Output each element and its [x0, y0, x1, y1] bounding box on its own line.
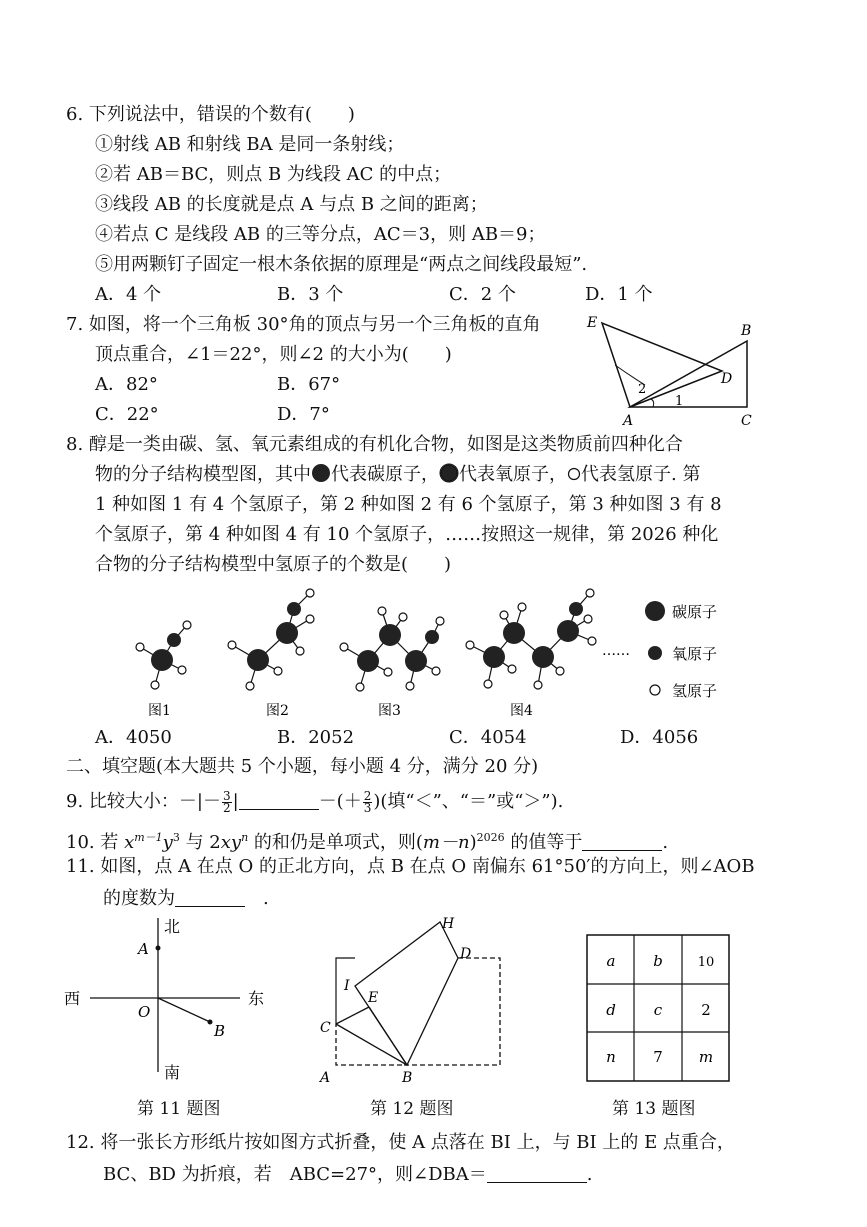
fig-caption-4: 图4 [510, 703, 533, 719]
q6-option-d: D．1 个 [585, 284, 653, 305]
q9-mid: | [232, 791, 239, 812]
legend-hydrogen: 氢原子 [672, 682, 718, 700]
cell-r2-c2: c [653, 1001, 663, 1019]
q8-line-2-part-3: 代表氧原子， [459, 464, 567, 485]
label-west: 西 [64, 989, 81, 1008]
q10-answer-blank[interactable] [582, 832, 662, 851]
cell-r1-c2: b [653, 952, 663, 970]
q8-line-2-part-1: 物的分子结构模型图，其中 [95, 464, 311, 485]
q6-stem: 6. 下列说法中，错误的个数有( ) [66, 104, 355, 125]
q8-option-c: C．4054 [449, 727, 527, 748]
q6-item-4: ④若点 C 是线段 AB 的三等分点，AC＝3，则 AB＝9； [95, 224, 546, 245]
q10-post-3: 的值等于 [504, 832, 583, 853]
q6-option-b: B．3 个 [277, 284, 344, 305]
q10-exp-1: m－1 [134, 831, 163, 844]
label-i: I [344, 978, 350, 994]
molecule-ellipsis: …… [602, 643, 630, 659]
label-c: C [741, 413, 752, 429]
section-2-heading: 二、填空题(本大题共 5 个小题，每小题 4 分，满分 20 分) [66, 756, 539, 777]
q7-triangle-figure [585, 313, 760, 433]
label-h: H [442, 916, 455, 932]
q12-line-1: 12. 将一张长方形纸片按如图方式折叠，使 A 点落在 BI 上，与 BI 上的 E 点重合， [66, 1132, 735, 1153]
q9-fraction-1 [222, 788, 232, 815]
label-e: E [368, 990, 379, 1006]
legend-oxygen: 氧原子 [672, 645, 718, 663]
q8-option-b: B．2052 [277, 727, 355, 748]
label-d: D [460, 946, 472, 962]
label-a: A [320, 1070, 331, 1086]
q8-line-2-part-2: 代表碳原子， [331, 464, 439, 485]
q11-line-2-text: 的度数为 [103, 888, 175, 909]
label-angle-1: 1 [675, 394, 684, 409]
q11-line-1: 11. 如图，点 A 在点 O 的正北方向，点 B 在点 O 南偏东 61°50′的方向上，则∠AOB [66, 856, 755, 877]
q8-option-d: D．4056 [620, 727, 699, 748]
q9-line [66, 790, 563, 814]
caption-fig-11: 第 11 题图 [137, 1099, 221, 1119]
q9-pre: 9. 比较大小：－|－ [66, 791, 221, 812]
cell-r2-c1: d [606, 1001, 616, 1019]
fig-caption-2: 图2 [266, 703, 289, 719]
legend-carbon: 碳原子 [672, 603, 718, 621]
q9-answer-blank[interactable] [239, 791, 319, 810]
q7-option-a: A．82° [95, 374, 158, 395]
q6-item-2: ②若 AB＝BC，则点 B 为线段 AC 的中点； [95, 164, 452, 185]
q8-line-5: 合物的分子结构模型中氢原子的个数是( ) [95, 554, 452, 575]
q8-molecule-figure [120, 585, 740, 725]
caption-fig-12: 第 12 题图 [370, 1099, 454, 1119]
fig13-grid [586, 934, 732, 1084]
q6-option-a: A．4 个 [95, 284, 162, 305]
q11-answer-blank[interactable] [175, 888, 245, 907]
q8-line-4: 个氢原子，第 4 种如图 4 有 10 个氢原子，……按照这一规律，第 2026 种化 [95, 524, 719, 545]
oxygen-atom-icon [439, 463, 459, 483]
q8-line-3: 1 种如图 1 有 4 个氢原子，第 2 种如图 2 有 6 个氢原子，第 3 种如图 3 有 8 [95, 494, 722, 515]
q9-fraction-2 [363, 788, 373, 815]
q6-option-c: C．2 个 [449, 284, 516, 305]
q9-post: )(填“＜”、“＝”或“＞”). [373, 791, 564, 812]
q8-line-2 [95, 463, 700, 487]
angle-arc-1 [651, 399, 654, 407]
q10-mn: m－n [422, 832, 470, 853]
label-d: D [721, 371, 733, 387]
q7-option-d: D．7° [277, 404, 330, 425]
label-north: 北 [164, 917, 181, 936]
q10-mid: 与 2 [179, 832, 221, 853]
q10-exp-4: 2026 [476, 831, 505, 844]
q10-line [66, 826, 668, 855]
q10-pre: 10. 若 [66, 832, 125, 853]
q7-option-c: C．22° [95, 404, 159, 425]
q6-item-3: ③线段 AB 的长度就是点 A 与点 B 之间的距离； [95, 194, 488, 215]
cell-r3-c2: 7 [653, 1048, 663, 1066]
label-angle-2: 2 [638, 382, 647, 397]
cell-r1-c1: a [606, 952, 616, 970]
cell-r3-c1: n [606, 1048, 616, 1066]
hydrogen-atom-icon [567, 467, 581, 481]
label-c: C [320, 1020, 331, 1036]
q8-line-1: 8. 醇是一类由碳、氢、氧元素组成的有机化合物，如图是这类物质前四种化合 [66, 434, 683, 455]
q9-minus: －(＋ [318, 791, 362, 812]
label-e: E [587, 315, 598, 331]
label-b: B [402, 1070, 413, 1086]
q12-end: . [586, 1164, 593, 1185]
label-a: A [138, 940, 149, 958]
q10-end: . [662, 832, 669, 853]
label-south: 南 [164, 1063, 181, 1082]
q9-num-1: 3 [222, 788, 231, 803]
q11-end: . [263, 888, 269, 909]
q7-line-1: 7. 如图，将一个三角板 30°角的顶点与另一个三角板的直角 [66, 314, 541, 335]
cell-r1-c3: 10 [697, 955, 715, 970]
q7-line-2: 顶点重合，∠1＝22°，则∠2 的大小为( ) [95, 344, 452, 365]
fig11-compass [60, 912, 280, 1087]
q10-exp-2: 3 [172, 831, 180, 844]
caption-fig-13: 第 13 题图 [612, 1099, 696, 1119]
cell-r3-c3: m [698, 1048, 714, 1066]
q12-answer-blank[interactable] [487, 1164, 587, 1183]
q9-den-1: 2 [222, 800, 231, 815]
q9-den-2: 3 [363, 800, 372, 815]
cell-r2-c3: 2 [701, 1001, 711, 1019]
q10-y: y [162, 832, 173, 853]
q8-option-a: A．4050 [95, 727, 172, 748]
q10-exp-3: n [241, 831, 249, 844]
label-a: A [623, 413, 634, 429]
fig-caption-1: 图1 [148, 703, 171, 719]
q12-line-2-text: BC、BD 为折痕，若 ABC=27°，则∠DBA＝ [103, 1164, 487, 1185]
label-o: O [138, 1003, 151, 1021]
fig-caption-3: 图3 [378, 703, 401, 719]
label-b: B [741, 323, 752, 339]
q12-line-2 [103, 1163, 593, 1187]
label-east: 东 [248, 989, 265, 1008]
q8-line-2-part-4: 代表氢原子. 第 [581, 464, 701, 485]
fig12-folded-paper [310, 912, 520, 1087]
q10-x: x [124, 832, 135, 853]
q11-line-2 [103, 887, 269, 911]
label-b: B [214, 1022, 226, 1040]
q10-post-2: ) [469, 832, 477, 853]
q10-xy: xy [220, 832, 242, 853]
q9-num-2: 2 [363, 788, 372, 803]
q10-post-1: 的和仍是单项式，则( [248, 832, 423, 853]
carbon-atom-icon [311, 463, 331, 483]
q7-option-b: B．67° [277, 374, 341, 395]
q6-item-1: ①射线 AB 和射线 BA 是同一条射线； [95, 134, 405, 155]
q6-item-5: ⑤用两颗钉子固定一根木条依据的原理是“两点之间线段最短”. [95, 254, 588, 275]
